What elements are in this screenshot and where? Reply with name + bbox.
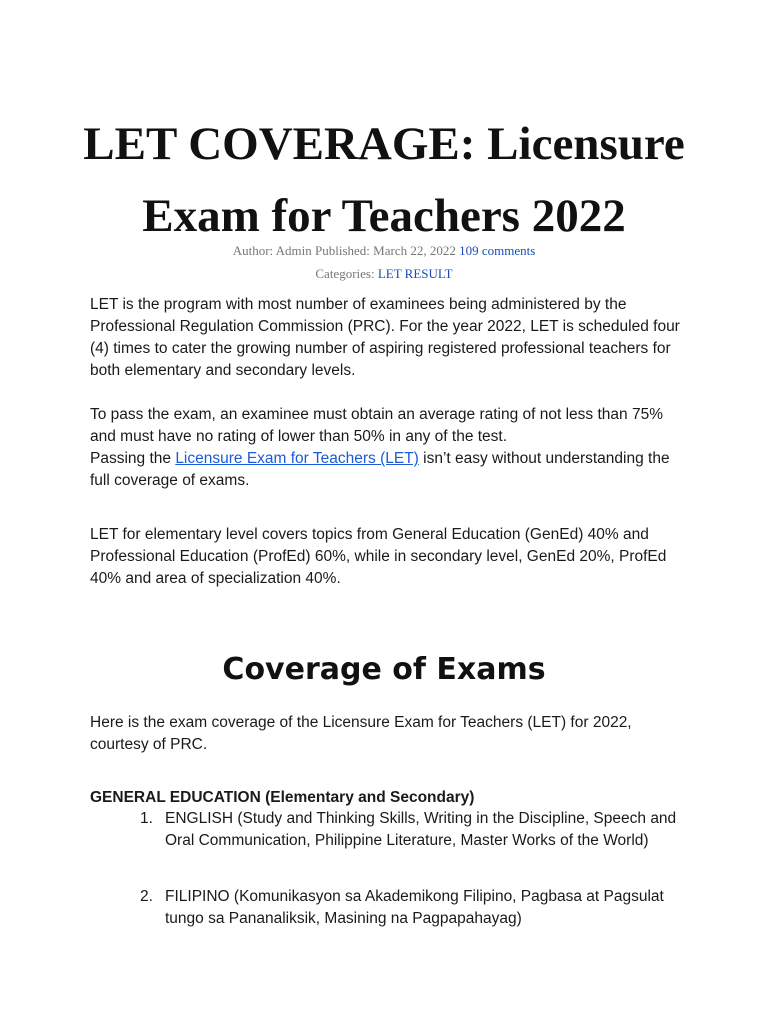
general-education-heading: GENERAL EDUCATION (Elementary and Secondary) [90, 789, 475, 806]
article-meta [90, 242, 678, 260]
author-published-text: Author: Admin Published: March 22, 2022 [232, 243, 460, 258]
comments-link[interactable]: 109 comments [459, 243, 536, 258]
levels-paragraph: LET for elementary level covers topics from General Education (GenEd) 40% and Professional Education (ProfEd) 60%, while in secondary level, GenEd 20%, ProfEd 40% and area of specialization 40%. [90, 526, 667, 587]
categories-label: Categories: [315, 266, 378, 281]
passing-exam-paragraph [90, 448, 685, 492]
category-link[interactable]: LET RESULT [377, 266, 453, 281]
section-heading: Coverage of Exams [222, 652, 546, 687]
article-title: LET COVERAGE: Licensure Exam for Teachers 2022 [83, 118, 685, 242]
list-item-text: FILIPINO (Komunikasyon sa Akademikong Filipino, Pagbasa at Pagsulat tungo sa Pananaliksik, Masining na Pagpapahayag) [165, 888, 664, 927]
article-categories [90, 265, 678, 283]
list-item-number: 1. [140, 810, 153, 827]
passing-text-before: Passing the [90, 450, 176, 467]
passing-rating-paragraph: To pass the exam, an examinee must obtain an average rating of not less than 75% and must have no rating of lower than 50% in any of the test. [90, 406, 663, 445]
list-item-text: ENGLISH (Study and Thinking Skills, Writing in the Discipline, Speech and Oral Communication, Philippine Literature, Master Works of the World) [165, 810, 677, 849]
let-link[interactable]: Licensure Exam for Teachers (LET) [175, 450, 419, 467]
passing-text-after: isn’t easy without understanding the full coverage of exams. [90, 450, 670, 489]
list-item-number: 2. [140, 888, 153, 905]
coverage-intro-paragraph: Here is the exam coverage of the Licensure Exam for Teachers (LET) for 2022, courtesy of PRC. [90, 714, 632, 753]
intro-paragraph: LET is the program with most number of examinees being administered by the Professional Regulation Commission (PRC). For the year 2022, LET is scheduled four (4) times to cater the growing number of aspiring registered professional teachers for both elementary and secondary levels. [90, 296, 680, 379]
